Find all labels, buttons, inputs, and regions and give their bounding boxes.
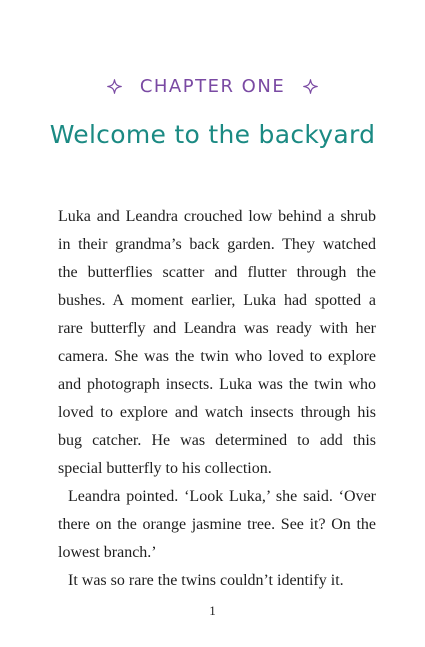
chapter-body [58,203,376,595]
paragraph-1: Luka and Leandra crouched low behind a shrub in their grandma’s back garden. They watched the butterflies scatter and flutter through the bushes. A moment earlier, Luka had spotted a rare butterfly and Leandra was ready with her camera. She was the twin who loved to explore and photograph insects. Luka was the twin who loved to explore and watch insects through his bug catcher. He was determined to add this special butterfly to his collection. [58,208,376,477]
page-number: 1 [209,603,216,618]
chapter-heading [0,76,425,97]
sparkle-left-icon [107,79,122,94]
chapter-title: Welcome to the backyard [49,120,376,149]
chapter-label: CHAPTER ONE [139,76,286,97]
sparkle-right-icon [303,79,318,94]
paragraph-2: Leandra pointed. ‘Look Luka,’ she said. ‘Over there on the orange jasmine tree. See it? On the lowest branch.’ [58,488,376,561]
paragraph-3: It was so rare the twins couldn’t identify it. [68,572,344,589]
